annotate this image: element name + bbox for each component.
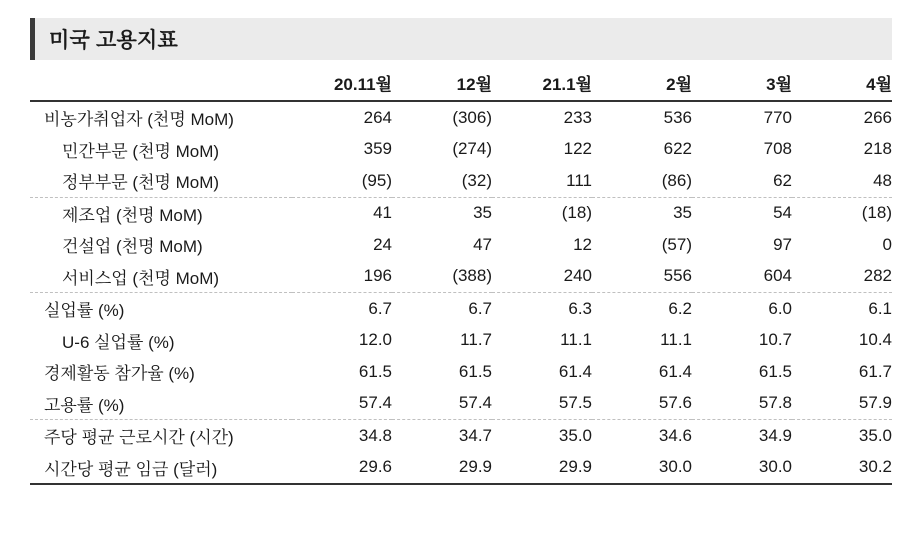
row-label: 비농가취업자 (천명 MoM) bbox=[44, 110, 234, 130]
row-label: 서비스업 (천명 MoM) bbox=[62, 268, 220, 288]
row-value: 35.0 bbox=[492, 420, 592, 452]
row-label: U-6 실업률 (%) bbox=[62, 332, 175, 352]
table-row bbox=[30, 388, 892, 420]
row-value: 233 bbox=[563, 107, 592, 127]
employment-indicators-table bbox=[30, 64, 892, 485]
row-label: 실업률 (%) bbox=[30, 293, 292, 325]
table-row bbox=[30, 325, 892, 357]
row-value: 61.5 bbox=[358, 361, 392, 381]
row-value: 57.6 bbox=[658, 393, 692, 413]
table-body bbox=[30, 101, 892, 484]
table-row bbox=[30, 165, 892, 197]
row-value: (18) bbox=[792, 197, 892, 229]
row-value: 47 bbox=[473, 234, 492, 254]
row-label: 주당 평균 근로시간 (시간) bbox=[30, 420, 292, 452]
row-value: 604 bbox=[763, 266, 792, 286]
row-value: 61.4 bbox=[658, 361, 692, 381]
row-value: 536 bbox=[663, 107, 692, 127]
row-value: 57.5 bbox=[558, 393, 592, 413]
row-value: 6.3 bbox=[492, 293, 592, 325]
row-value: 57.4 bbox=[358, 393, 392, 413]
row-value: 35 bbox=[392, 197, 492, 229]
row-value: 264 bbox=[363, 107, 392, 127]
row-label: 경제활동 참가율 (%) bbox=[44, 364, 195, 384]
column-header-1: 20.11월 bbox=[292, 64, 392, 101]
row-label: 제조업 (천명 MoM) bbox=[30, 197, 292, 229]
row-value: 34.9 bbox=[692, 420, 792, 452]
column-header-0 bbox=[30, 64, 292, 101]
row-value: 57.4 bbox=[458, 393, 492, 413]
table-row bbox=[30, 229, 892, 261]
table-row bbox=[30, 197, 892, 229]
row-value: 48 bbox=[873, 170, 892, 190]
table-row bbox=[30, 134, 892, 166]
row-value: 30.0 bbox=[692, 452, 792, 485]
row-value: (32) bbox=[461, 170, 492, 190]
table-row bbox=[30, 261, 892, 293]
row-value: 54 bbox=[692, 197, 792, 229]
table-header bbox=[30, 64, 892, 101]
row-value: 61.5 bbox=[758, 361, 792, 381]
row-value: 6.1 bbox=[792, 293, 892, 325]
row-value: (57) bbox=[661, 234, 692, 254]
row-value: 41 bbox=[292, 197, 392, 229]
row-value: 196 bbox=[363, 266, 392, 286]
row-value: (388) bbox=[452, 266, 492, 286]
row-label: 시간당 평균 임금 (달러) bbox=[30, 452, 292, 485]
row-value: 11.1 bbox=[660, 330, 692, 350]
row-value: (18) bbox=[492, 197, 592, 229]
table-row bbox=[30, 101, 892, 134]
row-value: (86) bbox=[661, 170, 692, 190]
page-title-bar bbox=[30, 18, 892, 60]
page-title: 미국 고용지표 bbox=[49, 29, 178, 52]
row-value: (274) bbox=[452, 139, 492, 159]
row-value: 10.7 bbox=[758, 330, 792, 350]
row-value: 6.7 bbox=[292, 293, 392, 325]
table-row bbox=[30, 293, 892, 325]
row-value: 11.7 bbox=[460, 330, 492, 350]
row-value: 30.2 bbox=[792, 452, 892, 485]
table-row bbox=[30, 356, 892, 388]
row-value: 35.0 bbox=[792, 420, 892, 452]
row-value: 282 bbox=[863, 266, 892, 286]
row-value: 35 bbox=[592, 197, 692, 229]
column-header-4: 2월 bbox=[592, 64, 692, 101]
row-value: 622 bbox=[663, 139, 692, 159]
row-value: (95) bbox=[361, 170, 392, 190]
column-header-3: 21.1월 bbox=[492, 64, 592, 101]
row-value: 111 bbox=[566, 170, 592, 190]
row-value: 708 bbox=[763, 139, 792, 159]
column-header-2: 12월 bbox=[392, 64, 492, 101]
row-value: 359 bbox=[363, 139, 392, 159]
row-value: 6.7 bbox=[392, 293, 492, 325]
row-value: 34.8 bbox=[292, 420, 392, 452]
table-header-row bbox=[30, 64, 892, 101]
row-value: 29.9 bbox=[492, 452, 592, 485]
row-value: 0 bbox=[882, 234, 892, 254]
row-value: 10.4 bbox=[858, 330, 892, 350]
row-value: 770 bbox=[763, 107, 792, 127]
table-row bbox=[30, 420, 892, 452]
row-value: 61.4 bbox=[558, 361, 592, 381]
column-header-6: 4월 bbox=[792, 64, 892, 101]
row-value: 240 bbox=[563, 266, 592, 286]
row-label: 정부부문 (천명 MoM) bbox=[62, 173, 220, 193]
row-value: 62 bbox=[773, 170, 792, 190]
row-value: 61.7 bbox=[858, 361, 892, 381]
row-value: 29.6 bbox=[292, 452, 392, 485]
row-value: 556 bbox=[663, 266, 692, 286]
row-value: 97 bbox=[773, 234, 792, 254]
row-label: 건설업 (천명 MoM) bbox=[62, 237, 203, 257]
row-value: 34.7 bbox=[392, 420, 492, 452]
row-value: 6.2 bbox=[592, 293, 692, 325]
row-value: 34.6 bbox=[592, 420, 692, 452]
row-value: 61.5 bbox=[458, 361, 492, 381]
row-value: 266 bbox=[863, 107, 892, 127]
row-value: (306) bbox=[452, 107, 492, 127]
column-header-5: 3월 bbox=[692, 64, 792, 101]
row-value: 12 bbox=[573, 234, 592, 254]
row-value: 218 bbox=[863, 139, 892, 159]
table-row bbox=[30, 452, 892, 485]
row-value: 29.9 bbox=[392, 452, 492, 485]
row-value: 11.1 bbox=[560, 330, 592, 350]
row-value: 6.0 bbox=[692, 293, 792, 325]
row-value: 30.0 bbox=[592, 452, 692, 485]
row-label: 고용률 (%) bbox=[44, 395, 125, 415]
row-value: 57.8 bbox=[758, 393, 792, 413]
row-label: 민간부문 (천명 MoM) bbox=[62, 141, 220, 161]
row-value: 12.0 bbox=[358, 330, 392, 350]
row-value: 24 bbox=[373, 234, 392, 254]
row-value: 57.9 bbox=[858, 393, 892, 413]
row-value: 122 bbox=[563, 139, 592, 159]
